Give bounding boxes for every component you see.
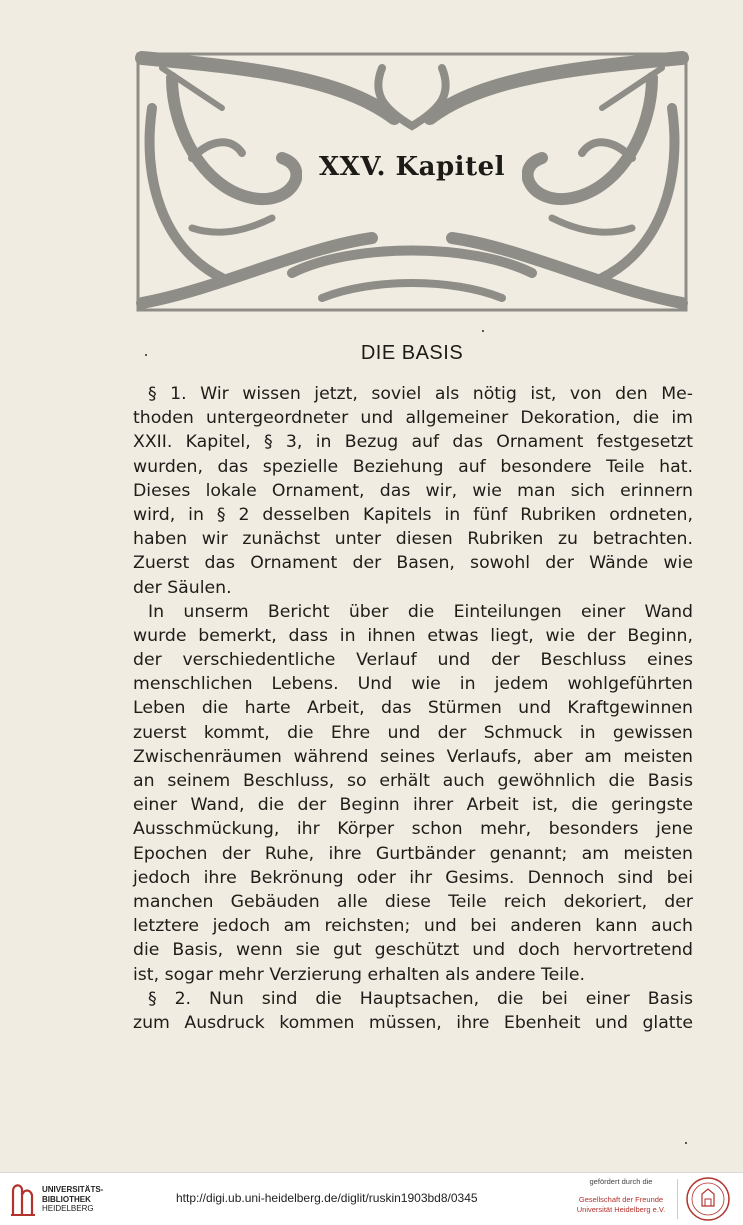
text-line: § 2. Nun sind die Hauptsachen, die bei einer Basis — [148, 988, 693, 1009]
body-text — [133, 382, 693, 1035]
library-name-line: HEIDELBERG — [42, 1204, 94, 1213]
stray-mark — [482, 330, 484, 332]
chapter-title: XXV. Kapitel — [318, 152, 505, 182]
text-line: haben wir zunächst unter diesen Rubriken zu betrachten. — [133, 529, 693, 550]
ub-heidelberg-logo — [8, 1181, 38, 1217]
text-line: wird, in § 2 desselben Kapitels in fünf Rubriken ordneten, — [133, 504, 693, 525]
text-line: Zuerst das Ornament der Basen, sowohl der Wände wie — [133, 553, 693, 574]
text-line: Zwischenräumen während seines Verlaufs, aber am meisten — [133, 746, 693, 767]
text-line: manchen Gebäuden alle diese Teile reich dekoriert, der — [133, 891, 693, 912]
text-line: Epochen der Ruhe, ihre Gurtbänder genannt; am meisten — [133, 843, 693, 864]
text-line: der Säulen. — [133, 577, 232, 598]
stray-mark — [145, 354, 147, 356]
text-line: XXII. Kapitel, § 3, in Bezug auf das Ornament festgesetzt — [133, 432, 693, 453]
footer-divider — [677, 1179, 678, 1219]
text-line: zum Ausdruck kommen müssen, ihre Ebenheit und glatte — [133, 1012, 693, 1033]
text-line: Ausschmückung, ihr Körper schon mehr, besonders jene — [133, 819, 693, 840]
library-name — [42, 1185, 103, 1214]
text-line: die Basis, wenn sie gut geschützt und doch hervortretend — [133, 940, 693, 961]
text-line: der verschiedentliche Verlauf und der Beschluss eines — [133, 650, 693, 671]
library-name-line: BIBLIOTHEK — [42, 1194, 91, 1204]
section-heading: DIE BASIS — [360, 342, 464, 364]
sponsor-credit — [566, 1177, 676, 1215]
footer-bar — [0, 1172, 743, 1225]
text-line: Leben die harte Arbeit, das Stürmen und Kraftgewinnen — [133, 698, 693, 719]
text-line: einer Wand, die der Beginn ihrer Arbeit ist, die geringste — [133, 795, 693, 816]
text-line: wurden, das spezielle Beziehung auf besondere Teile hat. — [133, 456, 693, 477]
text-line: In unserm Bericht über die Einteilungen einer Wand — [148, 601, 693, 622]
text-line: menschlichen Lebens. Und wie in jedem wohlgeführten — [133, 674, 693, 695]
text-line: thoden untergeordneter und allgemeiner Dekoration, die im — [133, 408, 693, 429]
text-line: ist, sogar mehr Verzierung erhalten als andere Teile. — [133, 964, 586, 985]
text-line: § 1. Wir wissen jetzt, soviel als nötig ist, von den Me- — [148, 384, 693, 404]
library-name-line: UNIVERSITÄTS- — [42, 1185, 104, 1194]
text-line: letztere jedoch am reichsten; und bei anderen kann auch — [133, 916, 693, 937]
art-nouveau-ornament-frame — [132, 48, 692, 316]
sponsor-label: gefördert durch die — [589, 1177, 653, 1186]
sponsor-name: Gesellschaft der Freunde — [578, 1195, 664, 1204]
page-url-link[interactable]: http://digi.ub.uni-heidelberg.de/diglit/ruskin1903bd8/0345 — [176, 1191, 478, 1205]
text-line: an seinem Beschluss, so erhält auch gewöhnlich die Basis — [133, 771, 693, 791]
stray-mark — [685, 1142, 687, 1144]
university-seal-icon — [685, 1176, 731, 1222]
sponsor-name: Universität Heidelberg e.V. — [576, 1205, 666, 1214]
text-line: jedoch ihre Bekrönung oder ihr Gesims. Dennoch sind bei — [133, 867, 693, 888]
text-line: zuerst kommt, die Ehre und der Schmuck in gewissen — [133, 722, 693, 743]
text-line: wurde bemerkt, dass in ihnen etwas liegt, wie der Beginn, — [133, 625, 693, 646]
text-line: Dieses lokale Ornament, das wir, wie man sich erinnern — [133, 480, 693, 501]
